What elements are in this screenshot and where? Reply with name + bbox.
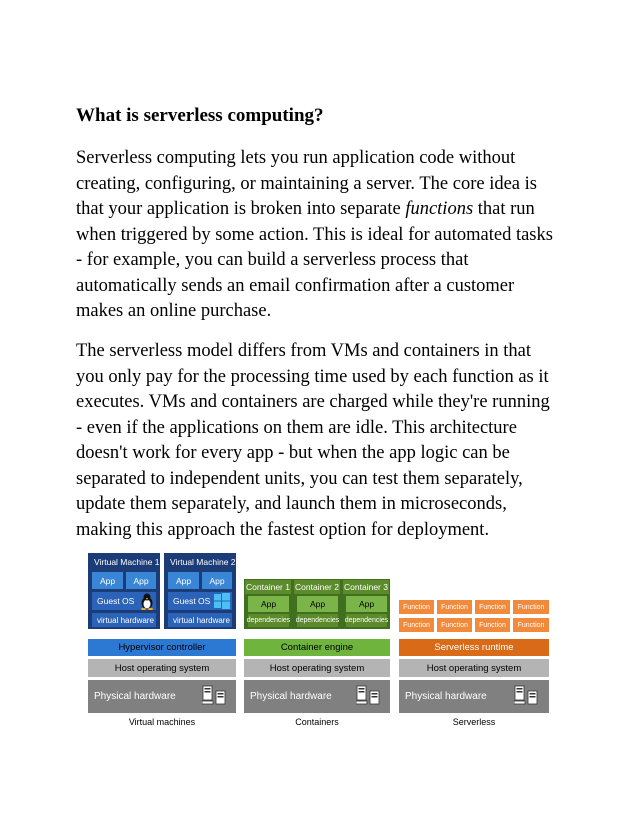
vm1-virtual-hardware: virtual hardware bbox=[92, 613, 156, 627]
serverless-host-os-layer: Host operating system bbox=[399, 659, 549, 677]
text-line: Serverless computing lets you run application code without bbox=[76, 148, 516, 168]
container-engine-layer: Container engine bbox=[244, 639, 390, 656]
vm-host-os-layer: Host operating system bbox=[88, 659, 236, 677]
vm1-app-box: App bbox=[92, 572, 123, 589]
function-box: Function bbox=[475, 618, 510, 632]
paragraph-comparison bbox=[76, 339, 566, 543]
linux-penguin-icon bbox=[138, 592, 156, 610]
container-app-box: App bbox=[248, 596, 289, 612]
text-line: makes an online purchase. bbox=[76, 301, 272, 321]
architecture-diagram bbox=[88, 553, 550, 733]
text-line: creating, configuring, or maintaining a server. The core idea is bbox=[76, 173, 537, 194]
text-line: - for example, you can build a serverless process that bbox=[76, 250, 469, 270]
container-dependencies: dependencies bbox=[346, 614, 387, 627]
function-box: Function bbox=[399, 618, 434, 632]
text-line: making this approach the fastest option for deployment. bbox=[76, 519, 490, 540]
emphasis-functions: functions bbox=[405, 199, 474, 219]
text-line: automatically sends an email confirmation after a customer bbox=[76, 275, 515, 296]
container-app-box: App bbox=[346, 596, 387, 612]
container-dependencies: dependencies bbox=[248, 614, 289, 627]
containers-host-os-layer: Host operating system bbox=[244, 659, 390, 677]
function-box: Function bbox=[437, 600, 472, 614]
serverless-caption: Serverless bbox=[452, 717, 496, 727]
guest-os-label: Guest OS bbox=[97, 596, 135, 606]
text-fragment: that your application is broken into separate bbox=[76, 199, 406, 219]
function-box: Function bbox=[475, 600, 510, 614]
text-line: you only pay for the processing time used by each function as it bbox=[76, 366, 549, 387]
function-box: Function bbox=[513, 600, 549, 614]
vm2-app-box: App bbox=[168, 572, 199, 589]
text-line: The serverless model differs from VMs and containers in that bbox=[76, 341, 532, 361]
text-line: when triggered by some action. This is ideal for automated tasks bbox=[76, 224, 553, 245]
vm2-panel bbox=[164, 553, 236, 629]
text-line bbox=[76, 197, 566, 223]
physical-hardware-label: Physical hardware bbox=[250, 691, 332, 702]
text-line: - even if the applications on them are idle. This architecture bbox=[76, 417, 517, 438]
guest-os-label: Guest OS bbox=[173, 596, 211, 606]
serverless-runtime-layer: Serverless runtime bbox=[399, 639, 549, 656]
server-icon bbox=[356, 685, 382, 707]
container-3-title: Container 3 bbox=[344, 582, 388, 592]
server-icon bbox=[202, 685, 228, 707]
containers-caption: Containers bbox=[295, 717, 339, 727]
vm-caption: Virtual machines bbox=[128, 717, 196, 727]
function-box: Function bbox=[513, 618, 549, 632]
server-icon bbox=[514, 685, 540, 707]
vm2-virtual-hardware: virtual hardware bbox=[168, 613, 232, 627]
container-dependencies: dependencies bbox=[297, 614, 338, 627]
text-fragment: that run bbox=[473, 199, 535, 219]
paragraph-intro bbox=[76, 146, 566, 325]
physical-hardware-label: Physical hardware bbox=[405, 691, 487, 702]
vm2-title: Virtual Machine 2 bbox=[170, 557, 236, 567]
vm1-title: Virtual Machine 1 bbox=[94, 557, 160, 567]
hypervisor-layer: Hypervisor controller bbox=[88, 639, 236, 656]
vm1-app-box: App bbox=[126, 572, 156, 589]
physical-hardware-label: Physical hardware bbox=[94, 691, 176, 702]
vm1-panel bbox=[88, 553, 160, 629]
text-line: update them separately, and launch them in microseconds, bbox=[76, 494, 507, 514]
windows-logo-icon bbox=[214, 593, 230, 609]
container-app-box: App bbox=[297, 596, 338, 612]
section-heading: What is serverless computing? bbox=[76, 105, 324, 126]
function-box: Function bbox=[399, 600, 434, 614]
container-2-title: Container 2 bbox=[295, 582, 339, 592]
text-line: executes. VMs and containers are charged while they're running bbox=[76, 392, 550, 412]
function-box: Function bbox=[437, 618, 472, 632]
container-1-title: Container 1 bbox=[246, 582, 290, 592]
vm2-app-box: App bbox=[202, 572, 232, 589]
text-line: separated to independent units, you can test them separately, bbox=[76, 468, 523, 489]
text-line: doesn't work for every app - but when the app logic can be bbox=[76, 443, 510, 463]
